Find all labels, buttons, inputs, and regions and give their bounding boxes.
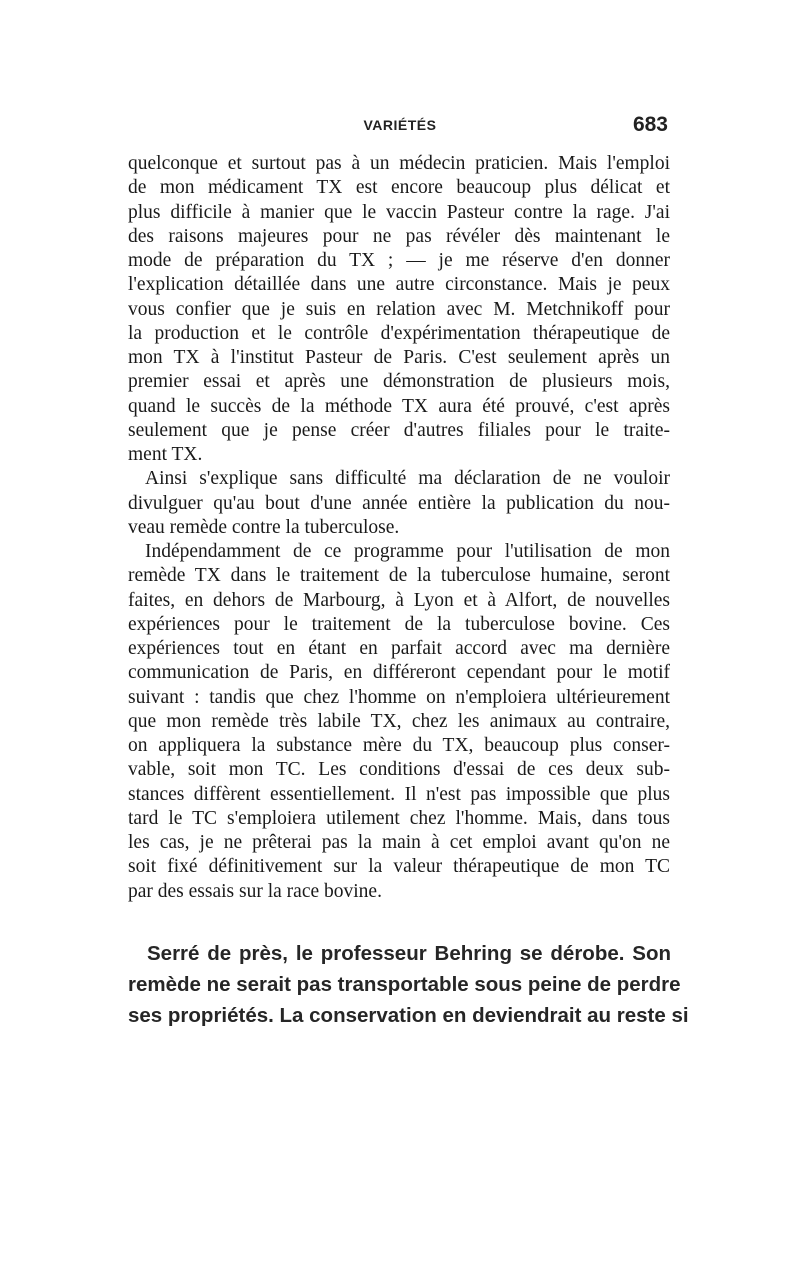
quote-line: communication de Paris, en différeront cependant pour le motif xyxy=(128,662,670,684)
body-paragraph xyxy=(128,938,689,1031)
body-line: ses propriétés. La conservation en deviendrait au reste si xyxy=(128,1004,689,1027)
quote-line: stances diffèrent essentiellement. Il n'est pas impossible que plus xyxy=(128,783,670,805)
quote-line: veau remède contre la tuberculose. xyxy=(128,516,400,538)
body-line: Serré de près, le professeur Behring se dérobe. Son xyxy=(147,942,671,965)
page-number: 683 xyxy=(632,113,668,136)
running-head xyxy=(130,113,670,143)
quote-line: Ainsi s'explique sans difficulté ma déclaration de ne vouloir xyxy=(145,468,670,490)
quote-line: soit fixé définitivement sur la valeur thérapeutique de mon TC xyxy=(128,856,670,878)
quote-line: suivant : tandis que chez l'homme on n'emploiera ultérieurement xyxy=(128,686,670,708)
quote-line: premier essai et après une démonstration de plusieurs mois, xyxy=(128,371,670,393)
quote-line: expériences pour le traitement de la tuberculose bovine. Ces xyxy=(128,613,670,635)
quote-line: de mon médicament TX est encore beaucoup plus délicat et xyxy=(128,177,670,199)
quote-line: plus difficile à manier que le vaccin Pasteur contre la rage. J'ai xyxy=(128,201,670,223)
quote-line: quelconque et surtout pas à un médecin praticien. Mais l'emploi xyxy=(128,153,670,174)
quote-line: remède TX dans le traitement de la tuberculose humaine, seront xyxy=(128,565,670,587)
quote-line: mon TX à l'institut Pasteur de Paris. C'est seulement après un xyxy=(128,347,670,368)
quote-line: vable, soit mon TC. Les conditions d'essai de ces deux sub- xyxy=(128,759,670,781)
quote-line: expériences tout en étant en parfait accord avec ma dernière xyxy=(128,638,670,659)
quote-line: que mon remède très labile TX, chez les animaux au contraire, xyxy=(128,710,670,732)
quote-line: faites, en dehors de Marbourg, à Lyon et à Alfort, de nouvelles xyxy=(128,589,670,611)
running-title: VARIÉTÉS xyxy=(363,117,437,133)
quote-line: mode de préparation du TX ; — je me réserve d'en donner xyxy=(128,250,670,271)
quote-line: l'explication détaillée dans une autre circonstance. Mais je peux xyxy=(128,274,670,296)
quote-line: la production et le contrôle d'expérimentation thérapeutique de xyxy=(128,322,670,344)
quote-line: on appliquera la substance mère du TX, beaucoup plus conser- xyxy=(128,735,670,756)
quote-line: par des essais sur la race bovine. xyxy=(128,880,382,902)
quote-line: les cas, je ne prêterai pas la main à cet emploi avant qu'on ne xyxy=(128,832,670,853)
body-line: remède ne serait pas transportable sous peine de perdre xyxy=(128,973,681,996)
quote-line: des raisons majeures pour ne pas révéler dès maintenant le xyxy=(128,225,670,247)
quote-line: tard le TC s'emploiera utilement chez l'homme. Mais, dans tous xyxy=(128,807,670,829)
quote-line: Indépendamment de ce programme pour l'utilisation de mon xyxy=(145,541,670,562)
quote-line: seulement que je pense créer d'autres filiales pour le traite- xyxy=(128,419,670,441)
quote-line: quand le succès de la méthode TX aura été prouvé, c'est après xyxy=(128,395,670,417)
quote-line: vous confier que je suis en relation avec M. Metchnikoff pour xyxy=(128,298,670,320)
quoted-letter xyxy=(128,152,670,904)
quote-line: ment TX. xyxy=(128,444,203,465)
quote-line: divulguer qu'au bout d'une année entière la publication du nou- xyxy=(128,492,670,514)
